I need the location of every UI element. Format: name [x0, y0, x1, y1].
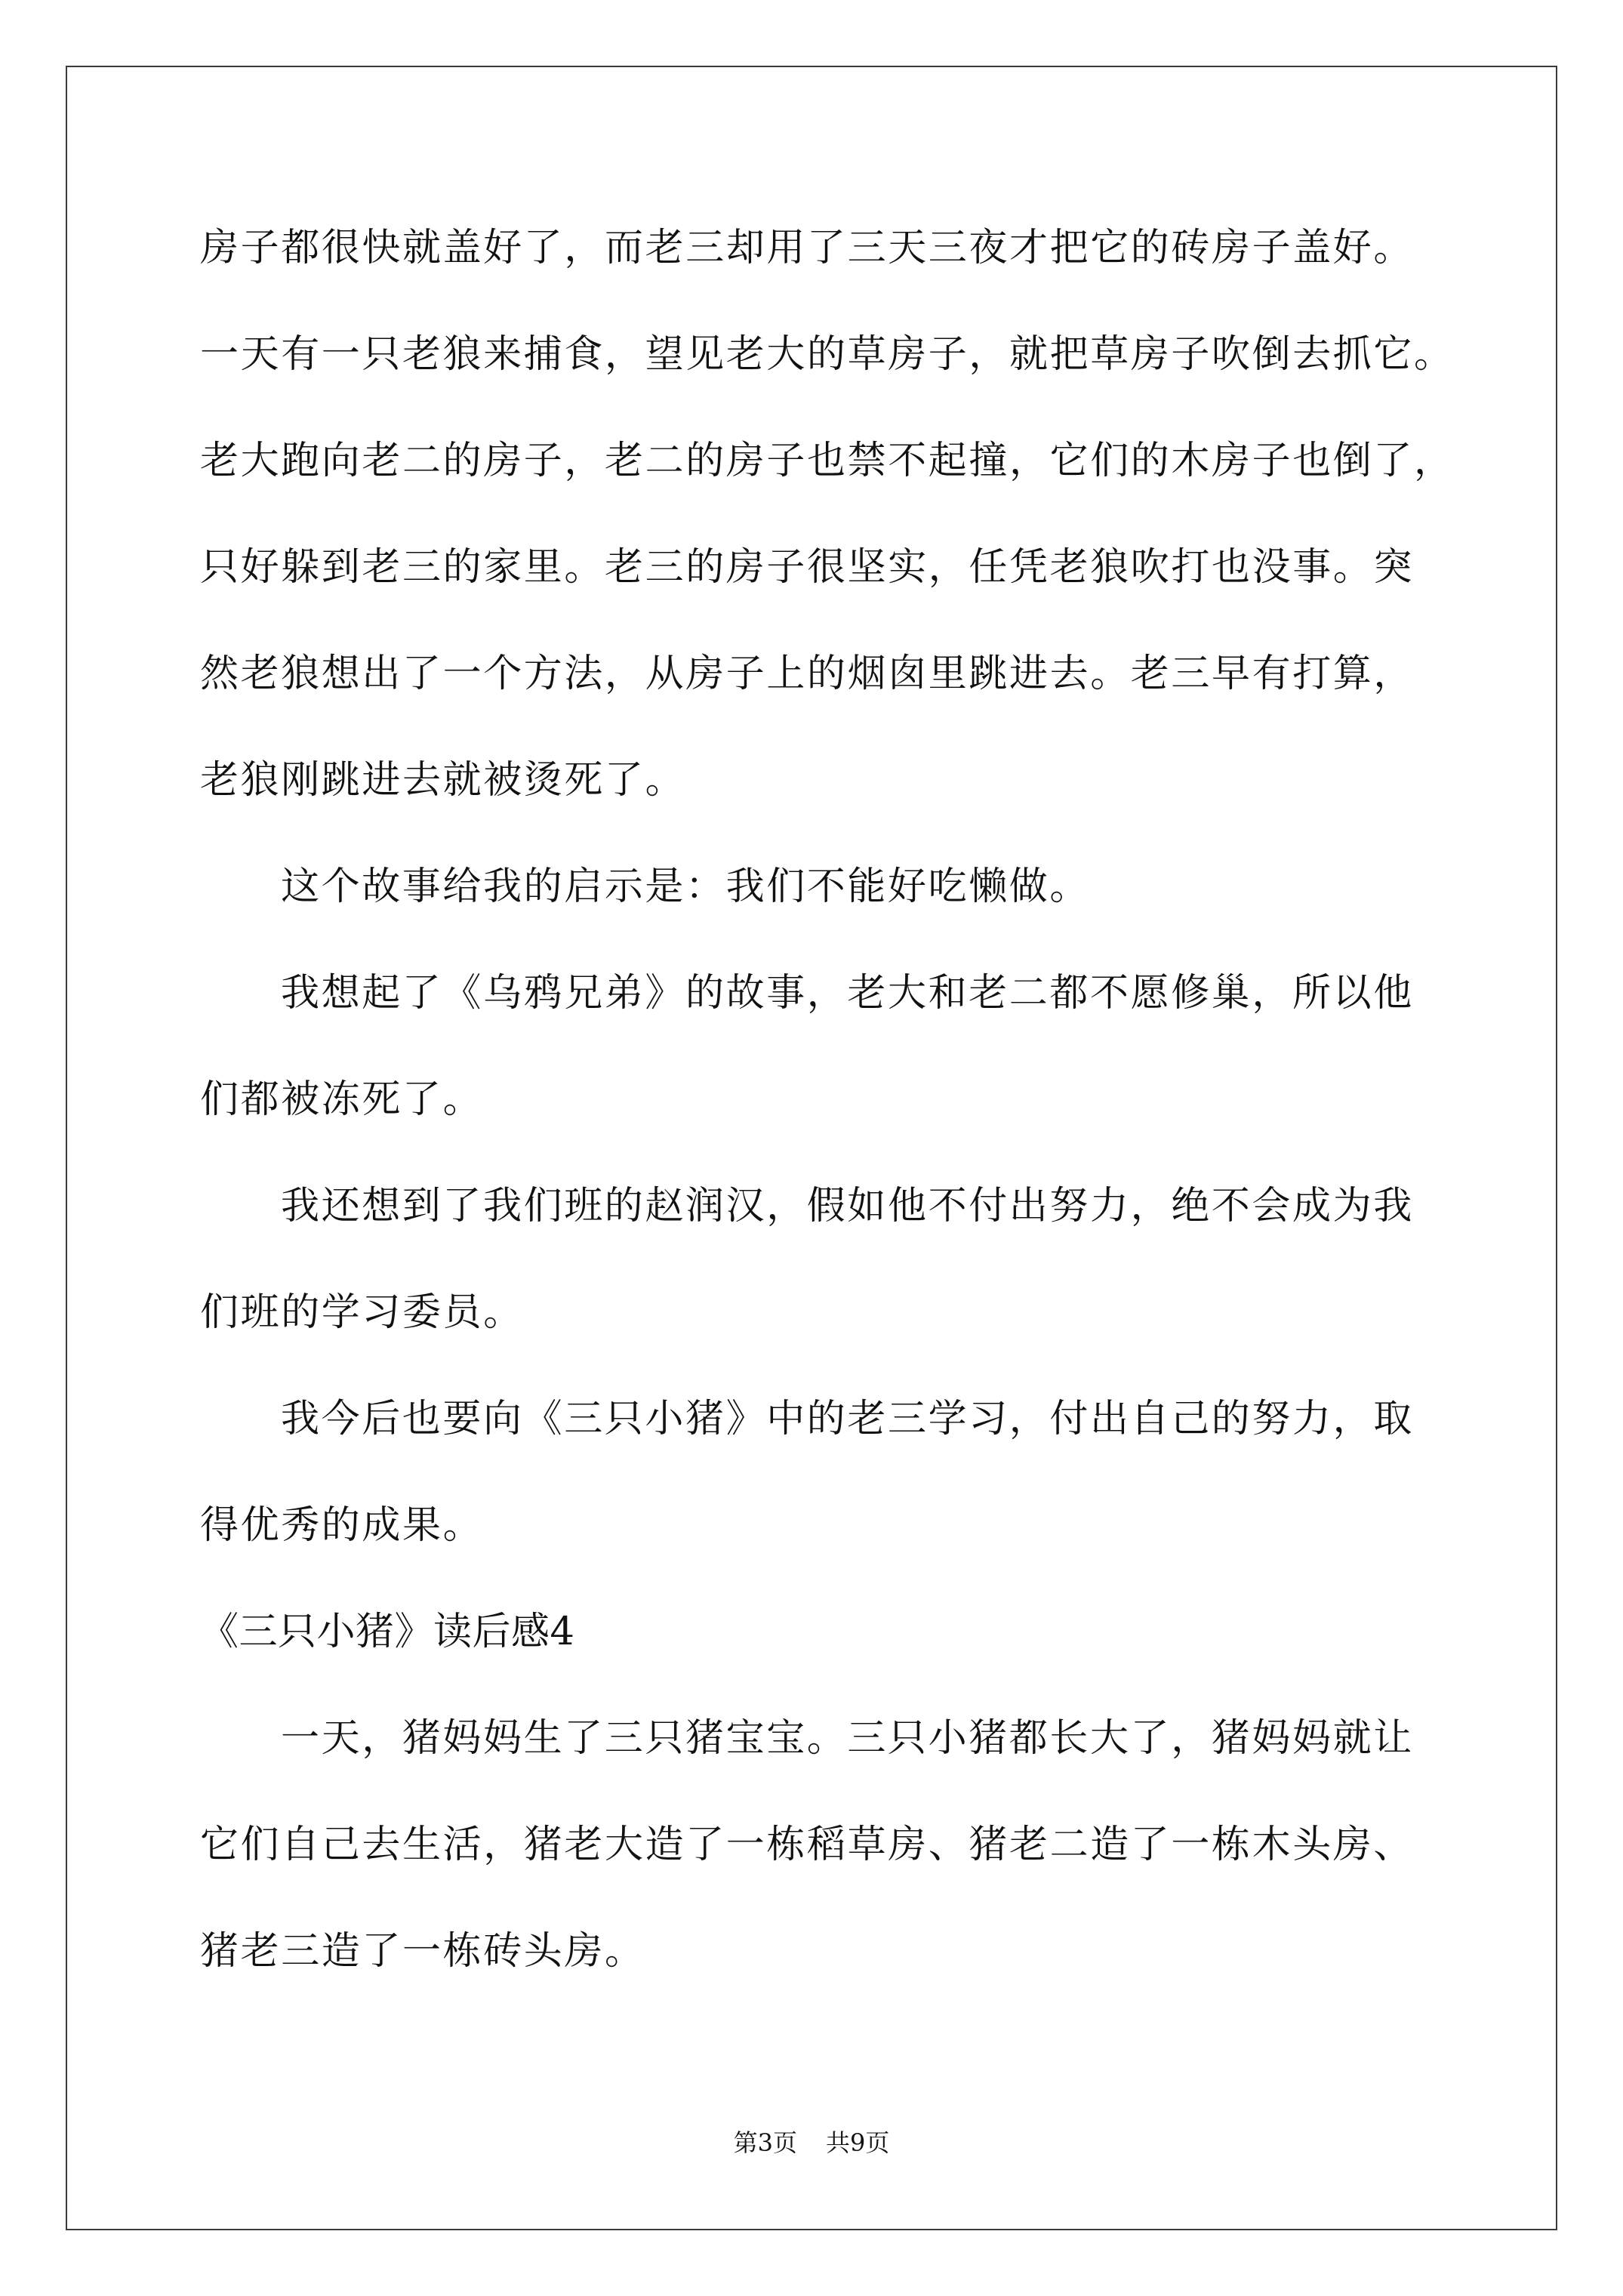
page-total: 共9页: [826, 2128, 890, 2157]
body-line: 我想起了《乌鸦兄弟》的故事，老大和老二都不愿修巢，所以他: [281, 971, 1414, 1015]
body-line: 得优秀的成果。: [200, 1503, 484, 1548]
body-line: 它们自己去生活，猪老大造了一栋稻草房、猪老二造了一栋木头房、: [200, 1823, 1415, 1867]
body-line: 猪老三造了一栋砖头房。: [200, 1929, 645, 1974]
page-current: 第3页: [733, 2128, 797, 2157]
body-line: 老狼刚跳进去就被烫死了。: [200, 758, 686, 803]
body-line: 们都被冻死了。: [200, 1077, 484, 1122]
body-line: 一天有一只老狼来捕食，望见老大的草房子，就把草房子吹倒去抓它。: [200, 332, 1455, 377]
body-line: 这个故事给我的启示是：我们不能好吃懒做。: [281, 864, 1091, 909]
body-line: 房子都很快就盖好了，而老三却用了三天三夜才把它的砖房子盖好。: [200, 226, 1415, 270]
document-body: [200, 195, 1498, 2005]
body-line: 然老狼想出了一个方法，从房子上的烟囱里跳进去。老三早有打算，: [200, 652, 1415, 696]
section-title: 《三只小猪》读后感4: [200, 1610, 575, 1654]
body-line: 我今后也要向《三只小猪》中的老三学习，付出自己的努力，取: [281, 1397, 1414, 1441]
body-line: 老大跑向老二的房子，老二的房子也禁不起撞，它们的木房子也倒了，: [200, 439, 1455, 483]
body-line: 们班的学习委员。: [200, 1290, 524, 1335]
body-line: 我还想到了我们班的赵润汉，假如他不付出努力，绝不会成为我: [281, 1184, 1414, 1228]
page-number-footer: [0, 2128, 1623, 2158]
body-line: 一天，猪妈妈生了三只猪宝宝。三只小猪都长大了，猪妈妈就让: [281, 1716, 1414, 1761]
body-line: 只好躲到老三的家里。老三的房子很坚实，任凭老狼吹打也没事。突: [200, 545, 1415, 590]
